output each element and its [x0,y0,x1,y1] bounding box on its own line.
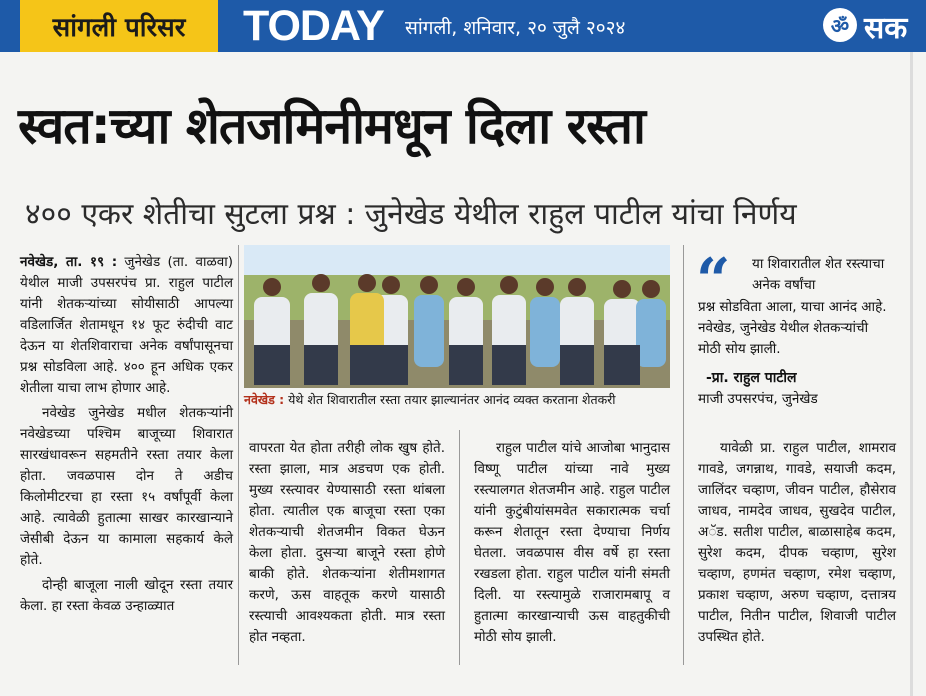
column-4 [698,438,896,648]
brand-logo-icon: ॐ [823,8,857,42]
page-edge [910,52,913,696]
column-rule [683,245,684,665]
column-3 [474,438,670,648]
edition-title: TODAY [243,2,384,50]
paragraph: जुनेखेड (ता. वाळवा) येथील माजी उपसरपंच प्रा. राहुल पाटील यांनी शेतकऱ्यांच्या सोयीसाठी आपल्या वडिलार्जित शेतामधून १४ फूट रुंदीची वाट देऊन या शेतशिवाराचा अनेक वर्षांपासूनचा प्रश्न सोडविला आहे. ४०० हून अधिक एकर शेतीला याचा लाभ होणार आहे. [20,254,233,396]
paragraph: राहुल पाटील यांचे आजोबा भानुदास विष्णू पाटील यांच्या नावे मुख्य रस्त्यालगत शेतजमीन आहे. राहुल पाटील यांनी कुटुंबीयांसमवेत सकारात्मक चर्चा करून शेतातून रस्ता देण्याचा निर्णय घेतला. जवळपास वीस वर्षे हा रस्ता रखडला होता. राहुल पाटील यांनी संमती दिली. या रस्त्यामुळे राजारामबापू व हुतात्मा कारखान्याची ऊस वाहतुकीची मोठी सोय झाली. [474,440,670,645]
quote-mark-icon: “ [696,246,731,316]
quote-author: -प्रा. राहुल पाटील [706,370,797,386]
subheadline: ४०० एकर शेतीचा सुटला प्रश्न : जुनेखेड येथील राहुल पाटील यांचा निर्णय [25,197,797,232]
pull-quote-line1: या शिवारातील शेत रस्त्याचा अनेक वर्षांचा [752,256,885,293]
paragraph: दोन्ही बाजूला नाली खोदून रस्ता तयार केला. हा रस्ता केवळ उन्हाळ्यात [20,577,233,614]
photo-caption [244,391,616,408]
column-2 [249,438,445,648]
brand-name: सक [864,11,908,46]
quote-author-role: माजी उपसरपंच, जुनेखेड [698,391,818,407]
caption-place: नवेखेड : [244,392,285,407]
paragraph: वापरता येत होता तरीही लोक खुष होते. रस्ता झाला, मात्र अडचण एक होती. मुख्य रस्त्यावर येण्यासाठी रस्ता थांबला होता. त्यातील एक बाजूचा रस्ता एका शेतकऱ्याची शेतजमीन विकत घेऊन केला होता. दुसऱ्या बाजूने रस्ता होणे बाकी होते. शेतकऱ्यांना शेतीमशागत करणे, ऊस वाहतूक करणे यासाठी रस्त्याची आवश्यकता होती. मात्र रस्ता होत नव्हता. [249,440,445,645]
farmers-group-photo [244,245,670,388]
headline: स्वत:च्या शेतजमिनीमधून दिला रस्ता [18,97,645,155]
column-rule [459,430,460,665]
pull-quote-text: प्रश्न सोडविता आला, याचा आनंद आहे. नवेखेड, जुनेखेड येथील शेतकऱ्यांची मोठी सोय झाली. [698,299,887,357]
story-dateline: नवेखेड, ता. १९ : [20,254,118,270]
news-photo [244,245,670,388]
caption-text: येथे शेत शिवारातील रस्ता तयार झाल्यानंतर आनंद व्यक्त करताना शेतकरी [288,392,616,407]
dateline: सांगली, शनिवार, २० जुलै २०२४ [405,17,626,39]
paragraph: नवेखेड जुनेखेड मधील शेतकऱ्यांनी नवेखेडच्या पश्चिम बाजूच्या शिवारात सारखंधावरून सहमतीने रस्ता तयार केला होता. जवळपास दोन ते अडीच किलोमीटरचा हा रस्ता १५ वर्षांपूर्वी केला आहे. त्यावेळी हुतात्मा साखर कारखान्याने जेसीबी देऊन या कामाला सहकार्य केले होते. [20,405,233,568]
section-label: सांगली परिसर [20,0,218,52]
paragraph: यावेळी प्रा. राहुल पाटील, शामराव गावडे, जगन्नाथ, गावडे, सयाजी कदम, जालिंदर चव्हाण, जीवन पाटील, हौसेराव जाधव, नामदेव जाधव, सुखदेव पाटील, अॅड. सतीश पाटील, बाळासाहेब कदम, सुरेश कदम, दीपक चव्हाण, सुरेश चव्हाण, हणमंत चव्हाण, रमेश चव्हाण, प्रकाश चव्हाण, अरुण चव्हाण, दत्तात्रय पाटील, नितीन पाटील, शिवाजी पाटील उपस्थित होते. [698,440,896,645]
column-rule [238,245,239,665]
column-1 [20,252,233,617]
